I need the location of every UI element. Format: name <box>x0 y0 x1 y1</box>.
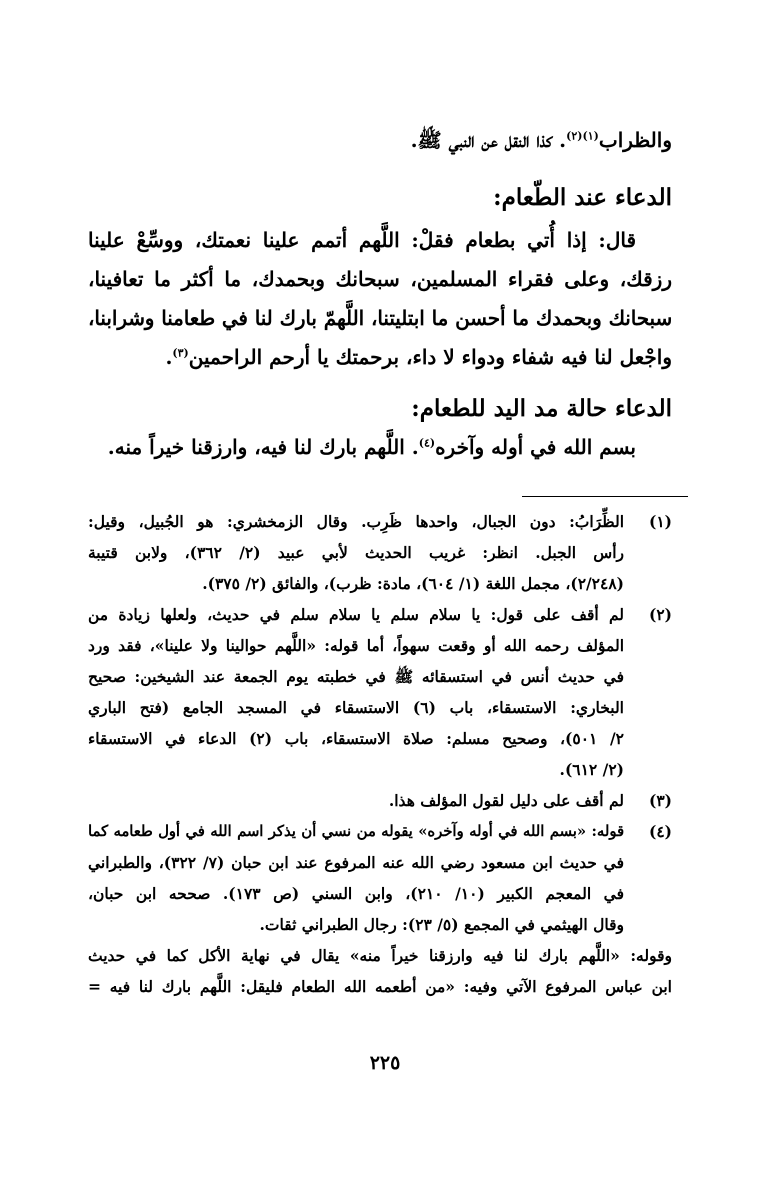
paragraph-line: رزقك، وعلى فقراء المسلمين، سبحانك وبحمدك، ما أكثر ما تعافينا، <box>88 267 672 291</box>
footnote-ref: (١)(٢) <box>566 129 599 143</box>
footnote-line: وقوله: «اللَّهم بارك لنا فيه وارزقنا خيراً منه» يقال في نهاية الأكل كما في حديث <box>88 946 672 965</box>
footnote-line: (٢/ ٦١٢). <box>559 760 624 779</box>
footnote-line: لم أقف على قول: يا سلام سلم يا سلام سلم في حديث، ولعلها زيادة من <box>88 605 624 624</box>
footnote-divider <box>522 496 688 497</box>
dua-paragraph <box>88 221 672 377</box>
footnote-line: وقال الهيثمي في المجمع (٥/ ٢٣): رجال الطبراني ثقات. <box>259 915 624 934</box>
footnote-4 <box>88 816 672 940</box>
footnote-line: الظِّرَابُ: دون الجبال، واحدها ظَرِب. وقال الزمخشري: هو الجُبيل، وقيل: <box>88 512 624 531</box>
footnote-4-continuation <box>88 940 672 1002</box>
footnote-number: (٣) <box>648 791 672 810</box>
footnote-line: ابن عباس المرفوع الآتي وفيه: «من أطعمه الله الطعام فليقل: اللَّهم بارك لنا فيه = <box>88 977 672 996</box>
footnote-ref: (٣) <box>172 346 189 360</box>
footnote-number: (١) <box>648 512 672 531</box>
footnote-line: قوله: «بسم الله في أوله وآخره» يقوله من نسي أن يذكر اسم الله في أول طعامه كما <box>88 823 624 840</box>
footnote-line: ٢/ ٥٠١)، وصحيح مسلم: صلاة الاستسقاء، باب (٢) الدعاء في الاستسقاء <box>88 729 624 748</box>
footnote-line: البخاري: الاستسقاء، باب (٦) الاستسقاء في المسجد الجامع (فتح الباري <box>88 698 624 717</box>
basmala-line: بسم الله في أوله وآخره$^{(٤)}$. اللَّهم بارك لنا فيه، وارزقنا خيراً منه. <box>107 435 636 459</box>
intro-line: والظراب$^{(١)(٢)}$. كذا النقل عن النبي ﷺ. <box>410 128 672 152</box>
paragraph-line: واجْعل لنا فيه شفاء ودواء لا داء، برحمتك يا أرحم الراحمين$^{(٣)}$. <box>165 345 672 369</box>
section-heading-hand-dua: الدعاء حالة مد اليد للطعام: <box>411 395 672 422</box>
footnote-line: في حديث أنس في استسقائه ﷺ في خطبته يوم الجمعة عند الشيخين: صحيح <box>88 667 624 686</box>
paragraph-line: سبحانك وبحمدك ما أحسن ما ابتليتنا، اللَّهمّ بارك لنا في طعامنا وشرابنا، <box>88 306 672 330</box>
footnote-line: (٢/٢٤٨)، مجمل اللغة (١/ ٦٠٤)، مادة: ظرب)، والفائق (٢/ ٣٧٥). <box>202 574 624 593</box>
footnote-number: (٢) <box>648 605 672 624</box>
page-number: ٢٢٥ <box>369 1052 401 1074</box>
footnote-line: رأس الجبل. انظر: غريب الحديث لأبي عبيد (٢/ ٣٦٢)، ولابن قتيبة <box>88 543 624 562</box>
footnote-ref: (٤) <box>418 436 436 450</box>
footnote-1 <box>88 506 672 599</box>
paragraph-line: قال: إذا أُتي بطعام فقلْ: اللَّهم أتمم علينا نعمتك، ووسِّعْ علينا <box>88 228 636 252</box>
footnote-number: (٤) <box>648 822 672 841</box>
main-body <box>88 121 672 467</box>
section-heading-food-dua: الدعاء عند الطّعام: <box>493 184 672 211</box>
footnote-line: في المعجم الكبير (١٠/ ٢١٠)، وابن السني (ص ١٧٣). صححه ابن حبان، <box>88 884 625 903</box>
footnote-2 <box>88 599 672 785</box>
footnote-3 <box>88 785 672 816</box>
footnote-line: في حديث ابن مسعود رضي الله عنه المرفوع عند ابن حبان (٧/ ٣٢٢)، والطبراني <box>88 853 624 872</box>
footnote-line: لم أقف على دليل لقول المؤلف هذا. <box>388 791 624 810</box>
footnotes <box>88 506 672 1002</box>
footnote-line: المؤلف رحمه الله أو وقعت سهواً، أما قوله: «اللَّهم حوالينا ولا علينا»، فقد ورد <box>88 636 624 655</box>
